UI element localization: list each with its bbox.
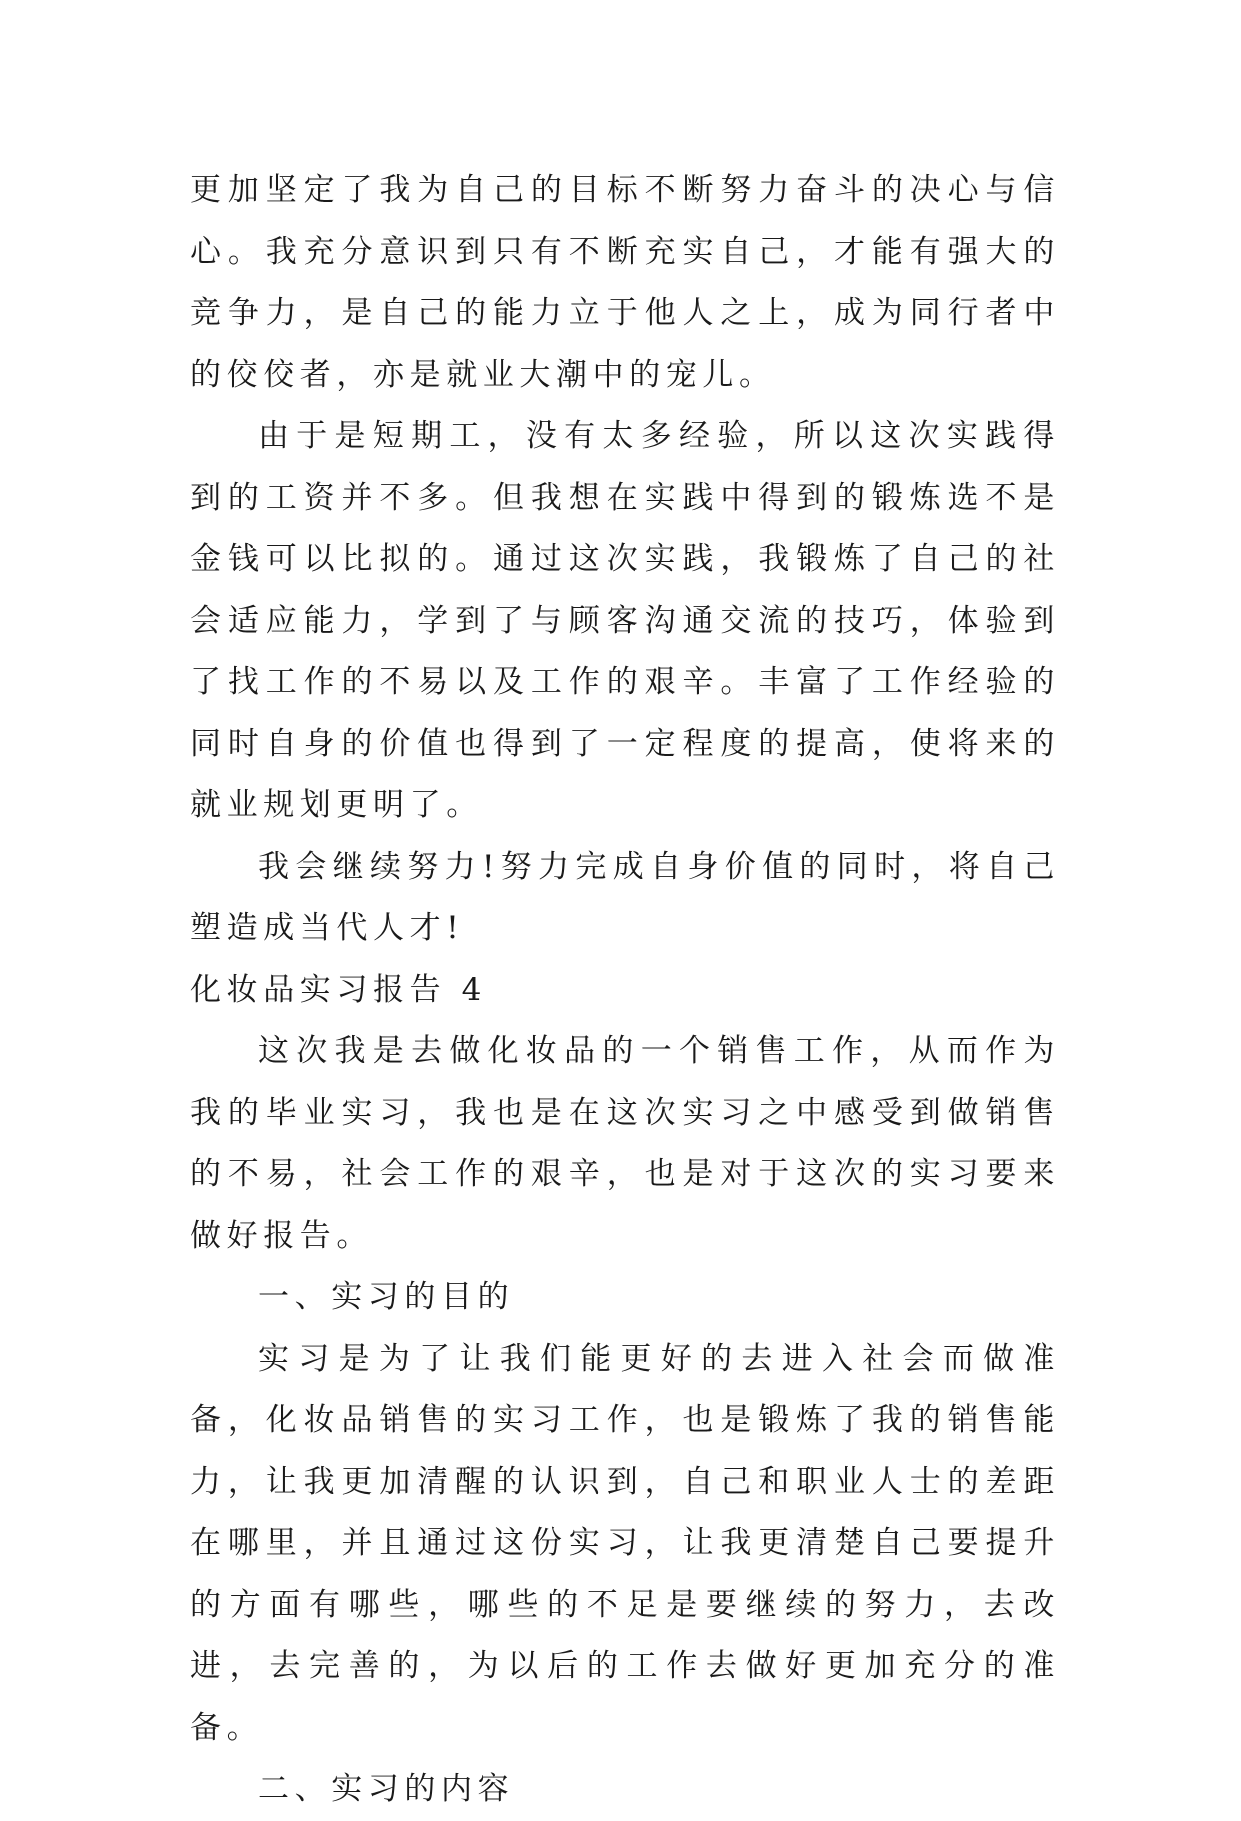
subheading-content: 二、实习的内容 [258, 1771, 515, 1807]
paragraph-intro: 这次我是去做化妆品的一个销售工作，从而作为我的毕业实习，我也是在这次实习之中感受到做销售的不易，社会工作的艰辛，也是对于这次的实习要来做好报告。 [190, 1033, 1060, 1254]
paragraph-purpose: 实习是为了让我们能更好的去进入社会而做准备，化妆品销售的实习工作，也是锻炼了我的销售能力，让我更加清醒的认识到，自己和职业人士的差距在哪里，并且通过这份实习，让我更清楚自己要提升的方面有哪些，哪些的不足是要继续的努力，去改进，去完善的，为以后的工作去做好更加充分的准备。 [190, 1340, 1060, 1746]
subheading-purpose: 一、实习的目的 [258, 1279, 515, 1315]
paragraph-continuation: 更加坚定了我为自己的目标不断努力奋斗的决心与信心。我充分意识到只有不断充实自己，才能有强大的竞争力，是自己的能力立于他人之上，成为同行者中的佼佼者，亦是就业大潮中的宠儿。 [190, 172, 1060, 393]
paragraph-resolve: 我会继续努力!努力完成自身价值的同时，将自己塑造成当代人才! [190, 848, 1060, 946]
paragraph-wages: 由于是短期工，没有太多经验，所以这次实践得到的工资并不多。但我想在实践中得到的锻炼选不是金钱可以比拟的。通过这次实践，我锻炼了自己的社会适应能力，学到了与顾客沟通交流的技巧，体验到了找工作的不易以及工作的艰辛。丰富了工作经验的同时自身的价值也得到了一定程度的提高，使将来的就业规划更明了。 [190, 418, 1060, 823]
section-title: 化妆品实习报告 4 [190, 971, 487, 1008]
document-body [190, 160, 1060, 1821]
